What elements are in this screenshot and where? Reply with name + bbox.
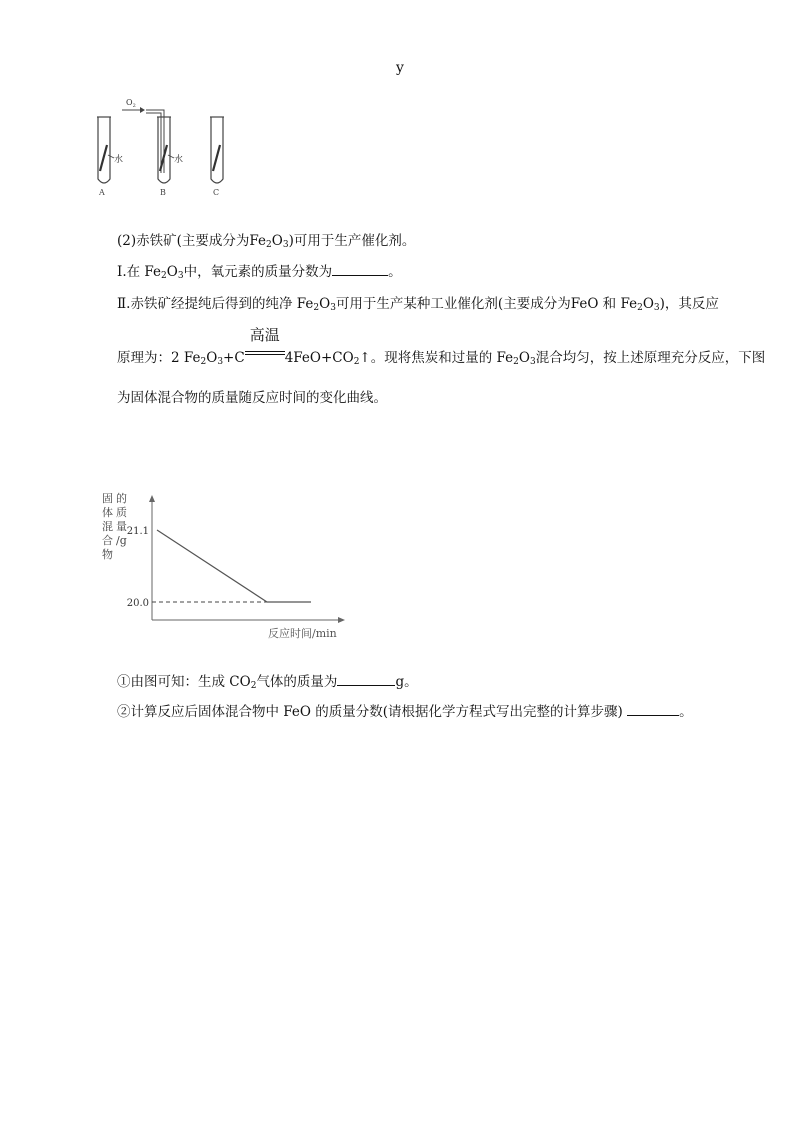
tube-label-b: B <box>160 188 166 197</box>
question-1: ①由图可知：生成 $CO_2$气体的质量为 g。 <box>117 674 418 691</box>
test-tube-figure <box>88 93 248 201</box>
water-label-b: 水 <box>174 155 184 165</box>
mass-time-chart <box>100 490 360 650</box>
gas-label: $O_2$ <box>126 98 136 109</box>
mass-curve <box>157 530 311 602</box>
test-tube-c <box>210 117 224 183</box>
q2-part2-line2: 原理为：2 $Fe_2O_3+C$ 高温 $4FeO+CO_2↑$。现将焦炭和过量的 $Fe_2O_3$混合均匀，按上述原理充分反应，下图 <box>117 326 766 367</box>
tube-label-c: C <box>213 188 220 197</box>
y-axis-arrow <box>149 495 155 502</box>
q2-part2-line3: 为固体混合物的质量随反应时间的变化曲线。 <box>117 390 387 406</box>
question-2: ②计算反应后固体混合物中 FeO 的质量分数(请根据化学方程式写出完整的计算步骤) 。 <box>117 704 693 720</box>
y-axis-label-char: 质 <box>116 506 127 519</box>
answer-blank-feo-fraction[interactable] <box>627 715 679 716</box>
test-tube-b <box>146 110 171 183</box>
answer-blank-co2-mass[interactable] <box>337 685 395 686</box>
y-axis-label-char: 的 <box>116 492 127 505</box>
x-axis-arrow <box>338 617 345 623</box>
reaction-condition <box>245 326 285 362</box>
y-axis-label-char: /g <box>116 534 127 547</box>
water-label-a: 水 <box>114 155 124 165</box>
q2-intro: (2)赤铁矿(主要成分为$Fe_2O_3$)可用于生产催化剂。 <box>117 233 416 250</box>
y-axis-label-char: 物 <box>102 548 113 561</box>
y-axis-label-char: 量 <box>116 520 127 533</box>
test-tube-a <box>97 117 111 183</box>
page-header-mark: y <box>396 60 404 76</box>
tube-label-a: A <box>99 188 105 197</box>
answer-blank-oxygen-fraction[interactable] <box>332 275 388 276</box>
y-tick-label: 20.0 <box>126 598 149 609</box>
equals-sign <box>245 351 285 355</box>
y-axis-label-char: 固 <box>102 492 113 505</box>
high-temperature-label: 高温 <box>249 326 280 344</box>
y-axis-label-char: 混 <box>102 520 113 533</box>
q2-part1: Ⅰ.在 $Fe_2O_3$中，氧元素的质量分数为 。 <box>117 264 402 281</box>
y-tick-label: 21.1 <box>126 526 149 537</box>
y-axis-label <box>102 492 127 561</box>
y-axis-label-char: 合 <box>102 534 113 547</box>
x-axis-label: 反应时间/min <box>268 627 337 640</box>
y-axis-label-char: 体 <box>102 506 113 519</box>
gas-arrow-head <box>140 107 145 113</box>
q2-part2-line1: Ⅱ.赤铁矿经提纯后得到的纯净 $Fe_2O_3$可用于生产某种工业催化剂(主要成分为FeO 和 $Fe_2O_3$)，其反应 <box>117 296 719 313</box>
